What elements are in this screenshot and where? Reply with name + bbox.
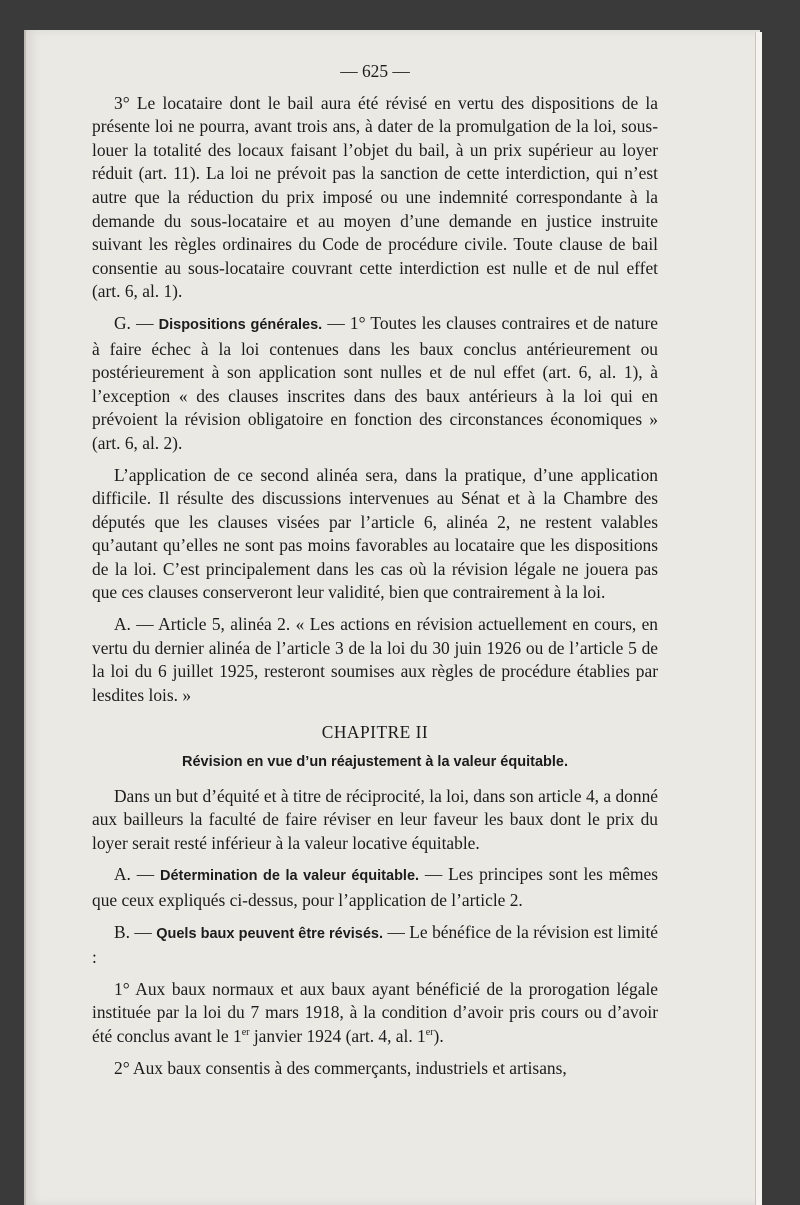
- section-heading-determination: Détermination de la valeur équitable.: [160, 868, 420, 885]
- section-letter-a: A. —: [114, 864, 155, 885]
- paragraph-which-leases: [92, 921, 658, 970]
- section-heading-general-provisions: Dispositions générales.: [158, 316, 323, 333]
- section-letter-g: G. —: [114, 312, 154, 333]
- normal-leases-text-2: janvier 1924 (art. 4, al. 1: [249, 1025, 426, 1046]
- superscript-er-1: er: [241, 1027, 250, 1039]
- paragraph-commercial-leases: 2° Aux baux consentis à des commerçants, industriels et artisans,: [114, 1057, 567, 1078]
- paragraph-equity-purpose: Dans un but d’équité et à titre de réciprocité, la loi, dans son article 4, a donné aux bailleurs la faculté de faire réviser en leur faveur les baux dont le prix du loyer serait resté inférieur à la valeur locative équitable.: [92, 785, 658, 853]
- paragraph-general-provisions: [92, 312, 658, 456]
- page-number: — 625 —: [340, 61, 410, 81]
- normal-leases-text-3: ).: [433, 1025, 444, 1046]
- page-edge: [755, 32, 762, 1205]
- chapter-subtitle: Révision en vue d’un réajustement à la valeur équitable.: [182, 754, 568, 771]
- section-letter-b: B. —: [114, 921, 152, 942]
- page-content: [92, 60, 658, 1088]
- paragraph-article-5: A. — Article 5, alinéa 2. « Les actions en révision actuellement en cours, en vertu du dernier alinéa de l’article 3 de la loi du 30 juin 1926 ou de l’article 5 de la loi du 6 juillet 1925, resteront soumises aux règles de procédure établies par lesdites lois. »: [92, 614, 658, 705]
- general-provisions-text: — 1° Toutes les clauses contraires et de nature à faire échec à la loi contenues dans les baux conclus antérieurement ou postérieurement à son application sont nulles et de nul effet (art. 6, al. 1), à l’exception « des clauses inscrites dans des baux antérieurs à la loi qui en prévoient la révision obligatoire en fonction des circonstances économiques » (art. 6, al. 2).: [92, 312, 658, 453]
- normal-leases-text-1: 1° Aux baux normaux et aux baux ayant bénéficié de la prorogation légale instituée par la loi du 7 mars 1918, à la condition d’avoir pris cours ou d’avoir été conclus avant le 1: [92, 978, 658, 1046]
- paragraph-sublet-restriction: 3° Le locataire dont le bail aura été révisé en vertu des dispositions de la présente loi ne pourra, avant trois ans, à dater de la promulgation de la loi, sous-louer la totalité des locaux faisant l’objet du bail, à un prix supérieur au loyer réduit (art. 11). La loi ne prévoit pas la sanction de cette interdiction, qui n’est autre que la réduction du prix imposé ou une indemnité correspondante à la demande du sous-locataire et au moyen d’une demande en justice instruite suivant les règles ordinaires du Code de procédure civile. Toute clause de bail consentie au sous-locataire couvrant cette interdiction est nulle et de nul effet (art. 6, al. 1).: [92, 92, 658, 302]
- determination-text: — Les principes sont les mêmes que ceux expliqués ci-dessus, pour l’application de l’article 2.: [92, 864, 658, 910]
- superscript-er-2: er: [425, 1027, 434, 1039]
- paragraph-second-alinea: L’application de ce second alinéa sera, dans la pratique, d’une application difficile. Il résulte des discussions intervenues au Sénat et à la Chambre des députés que les clauses visées par l’article 6, alinéa 2, ne restent valables qu’autant qu’elles ne sont pas moins favorables au locataire que les dispositions de la loi. C’est principalement dans les cas où la révision légale ne jouera pas que ces clauses conserveront leur validité, bien que contrairement à la loi.: [92, 464, 658, 603]
- chapter-title: CHAPITRE II: [321, 722, 429, 743]
- paragraph-normal-leases: [92, 978, 658, 1049]
- section-heading-which-leases: Quels baux peuvent être révisés.: [156, 925, 384, 942]
- paragraph-determination: [92, 863, 658, 912]
- which-leases-text: — Le bénéfice de la révision est limité :: [92, 921, 658, 968]
